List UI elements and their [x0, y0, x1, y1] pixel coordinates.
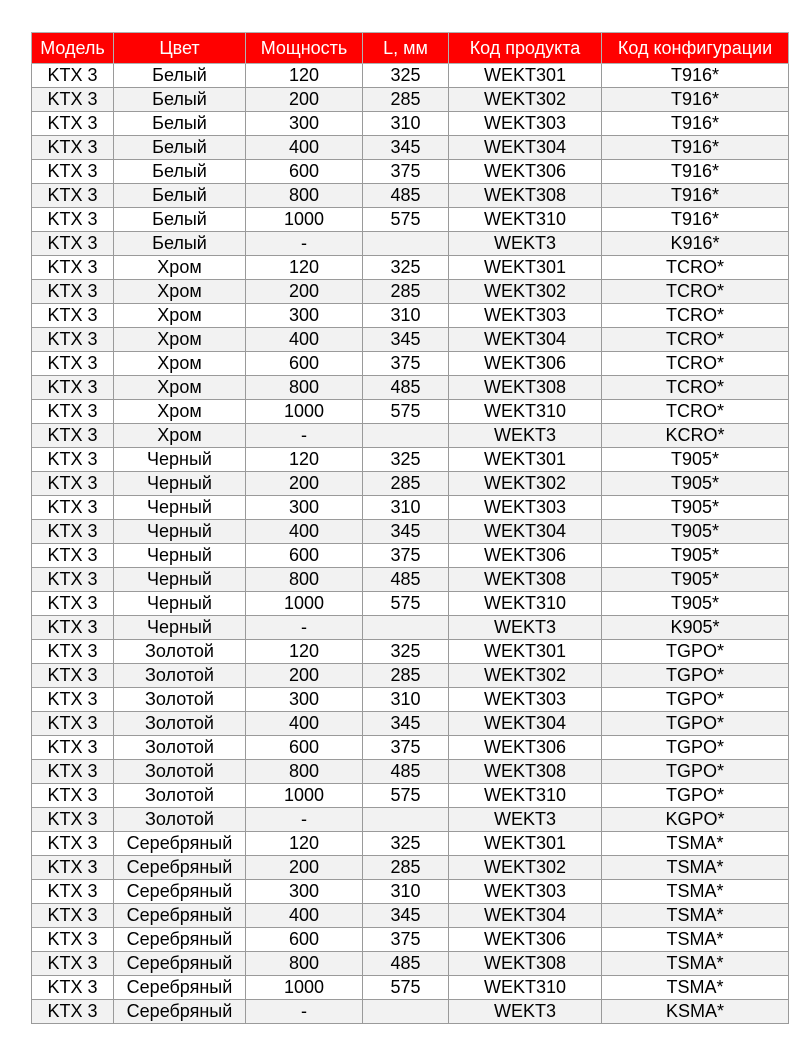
- cell-product-code: WEKT308: [449, 760, 602, 784]
- cell-power: -: [246, 424, 363, 448]
- table-row: [32, 448, 789, 472]
- cell-product-code: WEKT304: [449, 328, 602, 352]
- cell-model: KTX 3: [32, 856, 114, 880]
- cell-length: 285: [363, 856, 449, 880]
- cell-length: 325: [363, 448, 449, 472]
- cell-config-code: TCRO*: [602, 280, 789, 304]
- cell-length: 325: [363, 256, 449, 280]
- cell-color: Черный: [114, 520, 246, 544]
- cell-power: 120: [246, 256, 363, 280]
- cell-config-code: TGPO*: [602, 712, 789, 736]
- table-row: [32, 232, 789, 256]
- cell-length: 345: [363, 136, 449, 160]
- cell-power: 120: [246, 448, 363, 472]
- cell-config-code: TSMA*: [602, 880, 789, 904]
- cell-model: KTX 3: [32, 760, 114, 784]
- cell-length: [363, 616, 449, 640]
- cell-color: Золотой: [114, 736, 246, 760]
- header-model: Модель: [32, 33, 114, 64]
- cell-length: 345: [363, 328, 449, 352]
- cell-length: 285: [363, 472, 449, 496]
- cell-color: Серебряный: [114, 880, 246, 904]
- header-power: Мощность: [246, 33, 363, 64]
- cell-color: Серебряный: [114, 952, 246, 976]
- cell-color: Белый: [114, 160, 246, 184]
- cell-length: 575: [363, 400, 449, 424]
- cell-product-code: WEKT310: [449, 784, 602, 808]
- cell-color: Серебряный: [114, 904, 246, 928]
- cell-model: KTX 3: [32, 880, 114, 904]
- cell-power: 800: [246, 568, 363, 592]
- cell-config-code: TSMA*: [602, 928, 789, 952]
- cell-color: Белый: [114, 88, 246, 112]
- cell-config-code: K905*: [602, 616, 789, 640]
- table-row: [32, 784, 789, 808]
- cell-length: [363, 424, 449, 448]
- cell-product-code: WEKT308: [449, 568, 602, 592]
- cell-power: 200: [246, 856, 363, 880]
- cell-length: 310: [363, 112, 449, 136]
- cell-product-code: WEKT3: [449, 808, 602, 832]
- cell-config-code: TGPO*: [602, 688, 789, 712]
- cell-power: 400: [246, 904, 363, 928]
- cell-power: 600: [246, 352, 363, 376]
- cell-color: Золотой: [114, 808, 246, 832]
- cell-length: 310: [363, 496, 449, 520]
- cell-model: KTX 3: [32, 280, 114, 304]
- cell-length: 575: [363, 208, 449, 232]
- cell-power: 120: [246, 640, 363, 664]
- cell-power: -: [246, 616, 363, 640]
- cell-product-code: WEKT304: [449, 520, 602, 544]
- cell-power: 1000: [246, 592, 363, 616]
- cell-product-code: WEKT301: [449, 640, 602, 664]
- cell-product-code: WEKT303: [449, 112, 602, 136]
- cell-length: [363, 232, 449, 256]
- table-row: [32, 160, 789, 184]
- table-row: [32, 688, 789, 712]
- cell-power: 300: [246, 496, 363, 520]
- cell-model: KTX 3: [32, 88, 114, 112]
- table-row: [32, 184, 789, 208]
- cell-product-code: WEKT310: [449, 208, 602, 232]
- cell-power: 800: [246, 952, 363, 976]
- cell-product-code: WEKT306: [449, 160, 602, 184]
- cell-config-code: T905*: [602, 472, 789, 496]
- cell-power: 120: [246, 832, 363, 856]
- cell-config-code: KGPO*: [602, 808, 789, 832]
- cell-color: Золотой: [114, 664, 246, 688]
- cell-config-code: K916*: [602, 232, 789, 256]
- cell-product-code: WEKT308: [449, 184, 602, 208]
- cell-model: KTX 3: [32, 928, 114, 952]
- table-row: [32, 904, 789, 928]
- cell-product-code: WEKT306: [449, 928, 602, 952]
- table-row: [32, 712, 789, 736]
- cell-product-code: WEKT302: [449, 88, 602, 112]
- cell-product-code: WEKT302: [449, 856, 602, 880]
- cell-power: 1000: [246, 976, 363, 1000]
- table-row: [32, 136, 789, 160]
- cell-product-code: WEKT308: [449, 952, 602, 976]
- cell-product-code: WEKT303: [449, 880, 602, 904]
- cell-config-code: KSMA*: [602, 1000, 789, 1024]
- cell-color: Черный: [114, 472, 246, 496]
- cell-model: KTX 3: [32, 784, 114, 808]
- cell-length: 575: [363, 976, 449, 1000]
- cell-power: 300: [246, 304, 363, 328]
- cell-power: 120: [246, 64, 363, 88]
- cell-color: Золотой: [114, 760, 246, 784]
- cell-model: KTX 3: [32, 688, 114, 712]
- cell-product-code: WEKT306: [449, 544, 602, 568]
- table-row: [32, 856, 789, 880]
- cell-config-code: TCRO*: [602, 256, 789, 280]
- cell-product-code: WEKT302: [449, 664, 602, 688]
- cell-length: [363, 1000, 449, 1024]
- cell-color: Хром: [114, 352, 246, 376]
- cell-color: Золотой: [114, 640, 246, 664]
- cell-color: Белый: [114, 232, 246, 256]
- cell-color: Хром: [114, 280, 246, 304]
- cell-color: Белый: [114, 208, 246, 232]
- cell-product-code: WEKT3: [449, 232, 602, 256]
- table-row: [32, 928, 789, 952]
- cell-power: 400: [246, 136, 363, 160]
- product-table-container: [31, 32, 789, 1024]
- cell-model: KTX 3: [32, 712, 114, 736]
- cell-color: Черный: [114, 616, 246, 640]
- cell-config-code: TGPO*: [602, 760, 789, 784]
- cell-power: 300: [246, 688, 363, 712]
- table-row: [32, 496, 789, 520]
- cell-config-code: TSMA*: [602, 832, 789, 856]
- table-row: [32, 568, 789, 592]
- cell-model: KTX 3: [32, 976, 114, 1000]
- cell-product-code: WEKT301: [449, 256, 602, 280]
- cell-color: Черный: [114, 448, 246, 472]
- table-body: [32, 64, 789, 1024]
- cell-color: Белый: [114, 112, 246, 136]
- cell-config-code: TCRO*: [602, 400, 789, 424]
- cell-color: Белый: [114, 64, 246, 88]
- cell-config-code: T916*: [602, 112, 789, 136]
- cell-length: [363, 808, 449, 832]
- cell-model: KTX 3: [32, 736, 114, 760]
- cell-power: 1000: [246, 784, 363, 808]
- cell-model: KTX 3: [32, 400, 114, 424]
- cell-power: -: [246, 1000, 363, 1024]
- table-row: [32, 304, 789, 328]
- header-color: Цвет: [114, 33, 246, 64]
- cell-power: 200: [246, 664, 363, 688]
- cell-color: Серебряный: [114, 856, 246, 880]
- cell-config-code: TGPO*: [602, 736, 789, 760]
- cell-config-code: TGPO*: [602, 664, 789, 688]
- cell-config-code: TGPO*: [602, 640, 789, 664]
- cell-config-code: KCRO*: [602, 424, 789, 448]
- cell-length: 310: [363, 304, 449, 328]
- cell-power: -: [246, 808, 363, 832]
- cell-config-code: TCRO*: [602, 304, 789, 328]
- table-row: [32, 400, 789, 424]
- cell-power: 400: [246, 712, 363, 736]
- cell-model: KTX 3: [32, 160, 114, 184]
- cell-length: 485: [363, 568, 449, 592]
- header-product-code: Код продукта: [449, 33, 602, 64]
- cell-color: Хром: [114, 328, 246, 352]
- cell-config-code: T905*: [602, 544, 789, 568]
- cell-config-code: T916*: [602, 64, 789, 88]
- cell-length: 285: [363, 280, 449, 304]
- cell-color: Черный: [114, 592, 246, 616]
- cell-power: 600: [246, 736, 363, 760]
- cell-length: 345: [363, 904, 449, 928]
- cell-length: 345: [363, 520, 449, 544]
- cell-power: 200: [246, 88, 363, 112]
- cell-color: Хром: [114, 376, 246, 400]
- cell-power: 600: [246, 160, 363, 184]
- cell-model: KTX 3: [32, 616, 114, 640]
- cell-color: Золотой: [114, 712, 246, 736]
- cell-model: KTX 3: [32, 184, 114, 208]
- cell-product-code: WEKT3: [449, 1000, 602, 1024]
- cell-model: KTX 3: [32, 232, 114, 256]
- cell-config-code: T916*: [602, 160, 789, 184]
- cell-model: KTX 3: [32, 256, 114, 280]
- table-row: [32, 640, 789, 664]
- cell-length: 575: [363, 592, 449, 616]
- cell-length: 325: [363, 832, 449, 856]
- table-row: [32, 328, 789, 352]
- cell-power: 300: [246, 880, 363, 904]
- cell-product-code: WEKT3: [449, 616, 602, 640]
- cell-color: Хром: [114, 424, 246, 448]
- cell-length: 345: [363, 712, 449, 736]
- cell-product-code: WEKT310: [449, 592, 602, 616]
- cell-power: 200: [246, 472, 363, 496]
- cell-model: KTX 3: [32, 448, 114, 472]
- cell-length: 325: [363, 640, 449, 664]
- cell-product-code: WEKT301: [449, 64, 602, 88]
- cell-product-code: WEKT308: [449, 376, 602, 400]
- cell-config-code: TSMA*: [602, 856, 789, 880]
- cell-color: Белый: [114, 184, 246, 208]
- cell-length: 485: [363, 760, 449, 784]
- cell-color: Хром: [114, 256, 246, 280]
- table-header-row: [32, 33, 789, 64]
- cell-product-code: WEKT304: [449, 712, 602, 736]
- cell-product-code: WEKT306: [449, 736, 602, 760]
- cell-length: 575: [363, 784, 449, 808]
- table-row: [32, 952, 789, 976]
- cell-length: 310: [363, 688, 449, 712]
- cell-config-code: T905*: [602, 568, 789, 592]
- cell-product-code: WEKT304: [449, 904, 602, 928]
- cell-model: KTX 3: [32, 136, 114, 160]
- cell-config-code: TCRO*: [602, 376, 789, 400]
- table-row: [32, 808, 789, 832]
- product-table: [31, 32, 789, 1024]
- cell-config-code: TGPO*: [602, 784, 789, 808]
- cell-product-code: WEKT303: [449, 688, 602, 712]
- cell-model: KTX 3: [32, 424, 114, 448]
- cell-config-code: T905*: [602, 520, 789, 544]
- cell-color: Золотой: [114, 784, 246, 808]
- cell-model: KTX 3: [32, 352, 114, 376]
- cell-power: 400: [246, 520, 363, 544]
- cell-product-code: WEKT306: [449, 352, 602, 376]
- table-row: [32, 280, 789, 304]
- cell-color: Серебряный: [114, 976, 246, 1000]
- cell-config-code: T916*: [602, 88, 789, 112]
- cell-length: 375: [363, 736, 449, 760]
- table-row: [32, 88, 789, 112]
- cell-length: 310: [363, 880, 449, 904]
- cell-length: 375: [363, 352, 449, 376]
- table-row: [32, 112, 789, 136]
- table-row: [32, 520, 789, 544]
- cell-power: 800: [246, 376, 363, 400]
- cell-power: 600: [246, 544, 363, 568]
- cell-config-code: TSMA*: [602, 976, 789, 1000]
- cell-power: 600: [246, 928, 363, 952]
- cell-power: 300: [246, 112, 363, 136]
- cell-color: Черный: [114, 544, 246, 568]
- cell-model: KTX 3: [32, 496, 114, 520]
- cell-product-code: WEKT310: [449, 400, 602, 424]
- cell-length: 325: [363, 64, 449, 88]
- table-row: [32, 352, 789, 376]
- header-length: L, мм: [363, 33, 449, 64]
- cell-config-code: T905*: [602, 592, 789, 616]
- cell-model: KTX 3: [32, 208, 114, 232]
- cell-length: 285: [363, 88, 449, 112]
- cell-color: Серебряный: [114, 832, 246, 856]
- table-row: [32, 1000, 789, 1024]
- cell-power: 400: [246, 328, 363, 352]
- cell-product-code: WEKT302: [449, 280, 602, 304]
- cell-product-code: WEKT301: [449, 832, 602, 856]
- cell-model: KTX 3: [32, 472, 114, 496]
- cell-model: KTX 3: [32, 808, 114, 832]
- cell-length: 485: [363, 184, 449, 208]
- cell-config-code: T916*: [602, 208, 789, 232]
- table-row: [32, 472, 789, 496]
- cell-model: KTX 3: [32, 904, 114, 928]
- cell-model: KTX 3: [32, 544, 114, 568]
- table-row: [32, 64, 789, 88]
- cell-length: 375: [363, 160, 449, 184]
- header-config-code: Код конфигурации: [602, 33, 789, 64]
- table-row: [32, 616, 789, 640]
- cell-color: Хром: [114, 400, 246, 424]
- cell-config-code: TSMA*: [602, 952, 789, 976]
- cell-model: KTX 3: [32, 376, 114, 400]
- cell-model: KTX 3: [32, 640, 114, 664]
- cell-model: KTX 3: [32, 112, 114, 136]
- cell-config-code: T905*: [602, 496, 789, 520]
- table-row: [32, 832, 789, 856]
- cell-model: KTX 3: [32, 520, 114, 544]
- cell-product-code: WEKT303: [449, 496, 602, 520]
- cell-product-code: WEKT310: [449, 976, 602, 1000]
- cell-color: Черный: [114, 568, 246, 592]
- table-row: [32, 376, 789, 400]
- cell-config-code: TCRO*: [602, 328, 789, 352]
- table-row: [32, 664, 789, 688]
- cell-length: 485: [363, 952, 449, 976]
- table-row: [32, 760, 789, 784]
- cell-model: KTX 3: [32, 304, 114, 328]
- cell-power: 200: [246, 280, 363, 304]
- cell-color: Серебряный: [114, 928, 246, 952]
- cell-power: 1000: [246, 400, 363, 424]
- cell-product-code: WEKT303: [449, 304, 602, 328]
- cell-power: 1000: [246, 208, 363, 232]
- cell-config-code: TCRO*: [602, 352, 789, 376]
- cell-power: -: [246, 232, 363, 256]
- cell-model: KTX 3: [32, 832, 114, 856]
- cell-model: KTX 3: [32, 664, 114, 688]
- cell-model: KTX 3: [32, 568, 114, 592]
- table-row: [32, 736, 789, 760]
- cell-config-code: T916*: [602, 136, 789, 160]
- cell-length: 375: [363, 544, 449, 568]
- cell-config-code: T905*: [602, 448, 789, 472]
- cell-model: KTX 3: [32, 592, 114, 616]
- table-row: [32, 544, 789, 568]
- cell-power: 800: [246, 760, 363, 784]
- cell-color: Золотой: [114, 688, 246, 712]
- table-row: [32, 976, 789, 1000]
- cell-model: KTX 3: [32, 1000, 114, 1024]
- cell-product-code: WEKT302: [449, 472, 602, 496]
- cell-product-code: WEKT301: [449, 448, 602, 472]
- cell-power: 800: [246, 184, 363, 208]
- table-row: [32, 424, 789, 448]
- cell-color: Черный: [114, 496, 246, 520]
- table-row: [32, 208, 789, 232]
- cell-model: KTX 3: [32, 64, 114, 88]
- cell-model: KTX 3: [32, 328, 114, 352]
- cell-length: 485: [363, 376, 449, 400]
- cell-color: Хром: [114, 304, 246, 328]
- table-row: [32, 880, 789, 904]
- cell-length: 285: [363, 664, 449, 688]
- cell-color: Серебряный: [114, 1000, 246, 1024]
- cell-length: 375: [363, 928, 449, 952]
- cell-model: KTX 3: [32, 952, 114, 976]
- table-row: [32, 592, 789, 616]
- cell-product-code: WEKT3: [449, 424, 602, 448]
- table-row: [32, 256, 789, 280]
- cell-product-code: WEKT304: [449, 136, 602, 160]
- cell-config-code: TSMA*: [602, 904, 789, 928]
- cell-config-code: T916*: [602, 184, 789, 208]
- cell-color: Белый: [114, 136, 246, 160]
